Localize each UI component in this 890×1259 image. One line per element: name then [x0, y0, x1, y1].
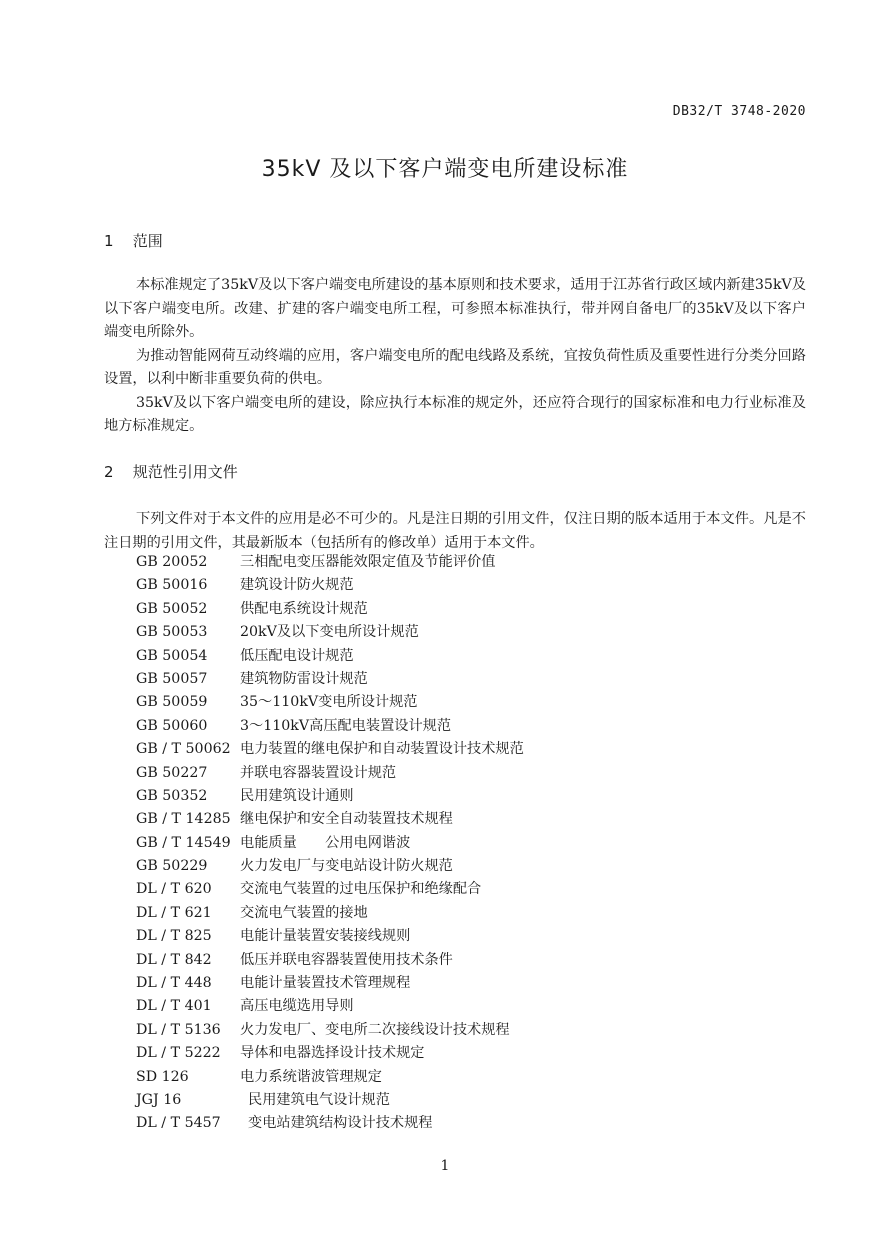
reference-item	[136, 598, 524, 621]
reference-code: DL / T 5457	[136, 1115, 221, 1132]
reference-code: GB / T 14549	[136, 834, 231, 851]
reference-code: GB 50227	[136, 764, 208, 781]
reference-title: 3～110kV高压配电装置设计规范	[240, 717, 452, 734]
paragraph: 本标准规定了35kV及以下客户端变电所建设的基本原则和技术要求，适用于江苏省行政区域内新建35kV及以下客户端变电所。改建、扩建的客户端变电所工程，可参照本标准执行，带并网自备电厂的35kV及以下客户端变电所除外。	[104, 277, 806, 340]
reference-title: 建筑物防雷设计规范	[240, 670, 368, 687]
reference-title: 20kV及以下变电所设计规范	[240, 624, 419, 641]
reference-item	[136, 949, 524, 972]
paragraph: 下列文件对于本文件的应用是必不可少的。凡是注日期的引用文件，仅注日期的版本适用于本文件。凡是不注日期的引用文件，其最新版本（包括所有的修改单）适用于本文件。	[104, 511, 806, 551]
reference-item	[136, 878, 524, 901]
reference-title: 供配电系统设计规范	[240, 600, 368, 617]
reference-code: GB 50229	[136, 858, 208, 875]
reference-title: 三相配电变压器能效限定值及节能评价值	[240, 554, 496, 570]
reference-code: GB 50059	[136, 694, 208, 711]
reference-code: DL / T 621	[136, 904, 212, 921]
reference-title: 电力装置的继电保护和自动装置设计技术规范	[240, 741, 524, 758]
reference-item	[136, 691, 524, 714]
reference-item	[136, 621, 524, 644]
reference-item	[136, 551, 524, 574]
reference-title: 35～110kV变电所设计规范	[240, 694, 418, 711]
reference-title: 电能计量装置安装接线规则	[240, 928, 411, 945]
reference-code: GB / T 14285	[136, 811, 231, 828]
reference-item	[136, 855, 524, 878]
reference-code: DL / T 401	[136, 998, 212, 1015]
reference-item	[136, 902, 524, 925]
reference-item	[136, 1089, 524, 1112]
reference-code: GB 20052	[136, 554, 208, 570]
reference-code: GB 50052	[136, 600, 208, 617]
page-number: 1	[440, 1158, 450, 1174]
reference-title: 交流电气装置的过电压保护和绝缘配合	[240, 881, 482, 898]
paragraph: 为推动智能网荷互动终端的应用，客户端变电所的配电线路及系统，宜按负荷性质及重要性进行分类分回路设置，以利中断非重要负荷的供电。	[104, 347, 806, 387]
reference-title: 火力发电厂、变电所二次接线设计技术规程	[240, 1021, 510, 1038]
reference-code: GB / T 50062	[136, 741, 231, 758]
reference-code: DL / T 5136	[136, 1021, 221, 1038]
reference-code: GB 50057	[136, 670, 208, 687]
reference-title: 民用建筑电气设计规范	[248, 1091, 390, 1108]
reference-item	[136, 832, 524, 855]
reference-code: GB 50053	[136, 624, 208, 641]
reference-title: 电能计量装置技术管理规程	[240, 975, 411, 992]
reference-list	[136, 551, 524, 1136]
reference-item	[136, 1019, 524, 1042]
reference-item	[136, 645, 524, 668]
reference-code: JGJ 16	[136, 1091, 182, 1108]
reference-item	[136, 762, 524, 785]
reference-code: DL / T 825	[136, 928, 212, 945]
reference-title: 高压电缆选用导则	[240, 998, 354, 1015]
reference-item	[136, 715, 524, 738]
reference-item	[136, 972, 524, 995]
section-title: 规范性引用文件	[132, 463, 238, 481]
document-code: DB32/T 3748-2020	[672, 104, 806, 119]
reference-item	[136, 738, 524, 761]
reference-code: GB 50016	[136, 577, 208, 594]
reference-title: 火力发电厂与变电站设计防火规范	[240, 858, 453, 875]
reference-item	[136, 1042, 524, 1065]
reference-code: DL / T 620	[136, 881, 212, 898]
reference-title: 交流电气装置的接地	[240, 904, 368, 921]
reference-title: 民用建筑设计通则	[240, 787, 354, 804]
reference-code: SD 126	[136, 1068, 189, 1085]
reference-item	[136, 808, 524, 831]
reference-title: 导体和电器选择设计技术规定	[240, 1045, 425, 1062]
reference-item	[136, 668, 524, 691]
reference-code: GB 50352	[136, 787, 208, 804]
paragraph: 35kV及以下客户端变电所的建设，除应执行本标准的规定外，还应符合现行的国家标准和电力行业标准及地方标准规定。	[104, 394, 806, 434]
reference-code: DL / T 5222	[136, 1045, 221, 1062]
reference-code: GB 50060	[136, 717, 208, 734]
section-1-heading	[104, 230, 163, 251]
section-number: 2	[104, 463, 114, 481]
reference-item	[136, 1066, 524, 1089]
reference-item	[136, 785, 524, 808]
reference-item	[136, 925, 524, 948]
reference-item	[136, 1112, 524, 1135]
reference-code: DL / T 842	[136, 951, 212, 968]
reference-item	[136, 574, 524, 597]
reference-title: 变电站建筑结构设计技术规程	[248, 1115, 433, 1132]
reference-code: DL / T 448	[136, 975, 212, 992]
reference-item	[136, 995, 524, 1018]
section-title: 范围	[132, 232, 163, 250]
reference-code: GB 50054	[136, 647, 208, 664]
reference-title: 建筑设计防火规范	[240, 577, 354, 594]
section-2-heading	[104, 461, 238, 482]
reference-title: 电力系统谐波管理规定	[240, 1068, 382, 1085]
reference-title: 并联电容器装置设计规范	[240, 764, 397, 781]
reference-title: 继电保护和安全自动装置技术规程	[240, 811, 453, 828]
section-number: 1	[104, 232, 114, 250]
reference-title: 低压并联电容器装置使用技术条件	[240, 951, 453, 968]
reference-title: 电能质量 公用电网谐波	[240, 834, 411, 851]
reference-title: 低压配电设计规范	[240, 647, 354, 664]
document-title: 35kV 及以下客户端变电所建设标准	[261, 157, 629, 182]
